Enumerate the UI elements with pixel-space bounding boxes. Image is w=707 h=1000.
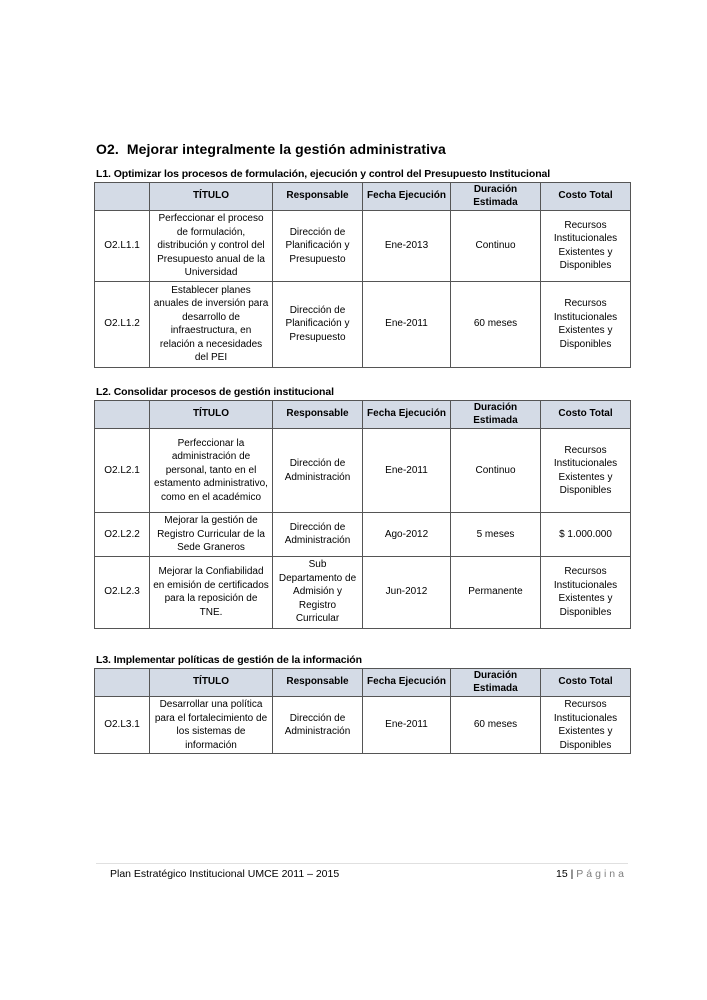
cell-titulo: Perfeccionar la administración de personal, tanto en el estamento administrativo, como en el académico: [150, 429, 273, 513]
cell-code: O2.L3.1: [95, 697, 150, 754]
cell-titulo: Desarrollar una política para el fortalecimiento de los sistemas de información: [150, 697, 273, 754]
table-row: [95, 211, 631, 282]
header-blank: [95, 183, 150, 211]
cell-fecha: Jun-2012: [363, 556, 451, 628]
objective-title: Mejorar integralmente la gestión administrativa: [126, 141, 446, 157]
section-heading-l1: L1. Optimizar los procesos de formulación, ejecución y control del Presupuesto Institucional: [96, 168, 551, 180]
table-row: [95, 697, 631, 754]
cell-costo: Recursos Institucionales Existentes y Disponibles: [541, 281, 631, 367]
footer-page-number: 15: [556, 868, 568, 880]
table-l1: [94, 182, 631, 368]
cell-fecha: Ago-2012: [363, 513, 451, 557]
header-fecha: Fecha Ejecución: [363, 401, 451, 429]
table-l2: [94, 400, 631, 629]
cell-duracion: Continuo: [451, 211, 541, 282]
footer-document-title: Plan Estratégico Institucional UMCE 2011 – 2015: [110, 868, 340, 880]
footer-divider: [96, 863, 628, 864]
cell-responsable: Dirección de Administración: [273, 513, 363, 557]
footer-page-indicator: [556, 868, 627, 880]
table-header-row: [95, 669, 631, 697]
table-header-row: [95, 183, 631, 211]
cell-costo: Recursos Institucionales Existentes y Disponibles: [541, 697, 631, 754]
cell-titulo: Perfeccionar el proceso de formulación, distribución y control del Presupuesto anual de la Universidad: [150, 211, 273, 282]
table-row: [95, 429, 631, 513]
cell-titulo: Mejorar la Confiabilidad en emisión de certificados para la reposición de TNE.: [150, 556, 273, 628]
cell-code: O2.L1.1: [95, 211, 150, 282]
cell-responsable: Dirección de Administración: [273, 429, 363, 513]
table-row: [95, 281, 631, 367]
cell-fecha: Ene-2013: [363, 211, 451, 282]
cell-fecha: Ene-2011: [363, 697, 451, 754]
cell-duracion: 60 meses: [451, 697, 541, 754]
cell-responsable: Dirección de Administración: [273, 697, 363, 754]
header-titulo: TÍTULO: [150, 669, 273, 697]
cell-duracion: 60 meses: [451, 281, 541, 367]
header-costo: Costo Total: [541, 183, 631, 211]
cell-fecha: Ene-2011: [363, 429, 451, 513]
header-titulo: TÍTULO: [150, 183, 273, 211]
cell-duracion: Permanente: [451, 556, 541, 628]
header-costo: Costo Total: [541, 669, 631, 697]
cell-titulo: Mejorar la gestión de Registro Curricular de la Sede Graneros: [150, 513, 273, 557]
cell-titulo: Establecer planes anuales de inversión para desarrollo de infraestructura, en relación a necesidades del PEI: [150, 281, 273, 367]
header-titulo: TÍTULO: [150, 401, 273, 429]
table-header-row: [95, 401, 631, 429]
cell-responsable: Sub Departamento de Admisión y Registro Curricular: [273, 556, 363, 628]
cell-duracion: Continuo: [451, 429, 541, 513]
table-l3: [94, 668, 631, 754]
cell-fecha: Ene-2011: [363, 281, 451, 367]
header-duracion: Duración Estimada: [451, 401, 541, 429]
cell-code: O2.L2.1: [95, 429, 150, 513]
footer-separator: |: [570, 868, 574, 880]
header-blank: [95, 669, 150, 697]
cell-duracion: 5 meses: [451, 513, 541, 557]
cell-code: O2.L2.3: [95, 556, 150, 628]
cell-costo: Recursos Institucionales Existentes y Disponibles: [541, 211, 631, 282]
header-responsable: Responsable: [273, 183, 363, 211]
section-heading-l2: L2. Consolidar procesos de gestión institucional: [96, 386, 334, 398]
cell-costo: Recursos Institucionales Existentes y Disponibles: [541, 429, 631, 513]
objective-code: O2.: [96, 141, 119, 157]
header-fecha: Fecha Ejecución: [363, 183, 451, 211]
table-row: [95, 556, 631, 628]
section-heading-l3: L3. Implementar políticas de gestión de la información: [96, 654, 362, 666]
cell-responsable: Dirección de Planificación y Presupuesto: [273, 281, 363, 367]
header-duracion: Duración Estimada: [451, 183, 541, 211]
cell-costo: $ 1.000.000: [541, 513, 631, 557]
page-title: [96, 141, 446, 157]
cell-responsable: Dirección de Planificación y Presupuesto: [273, 211, 363, 282]
footer-page-word: Página: [576, 868, 627, 880]
cell-code: O2.L2.2: [95, 513, 150, 557]
header-duracion: Duración Estimada: [451, 669, 541, 697]
header-costo: Costo Total: [541, 401, 631, 429]
header-blank: [95, 401, 150, 429]
table-row: [95, 513, 631, 557]
header-responsable: Responsable: [273, 401, 363, 429]
header-fecha: Fecha Ejecución: [363, 669, 451, 697]
cell-code: O2.L1.2: [95, 281, 150, 367]
header-responsable: Responsable: [273, 669, 363, 697]
cell-costo: Recursos Institucionales Existentes y Disponibles: [541, 556, 631, 628]
